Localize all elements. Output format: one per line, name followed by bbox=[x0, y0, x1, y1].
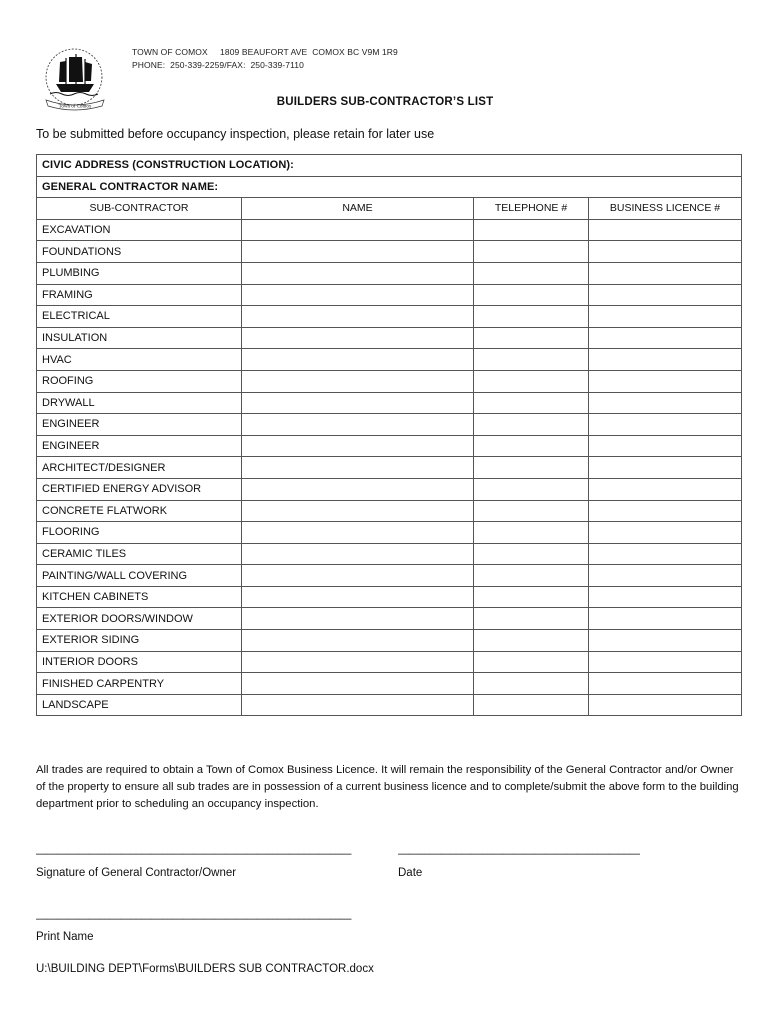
name-cell[interactable] bbox=[242, 694, 474, 716]
trade-label: ENGINEER bbox=[37, 435, 242, 457]
telephone-cell[interactable] bbox=[474, 694, 589, 716]
telephone-cell[interactable] bbox=[474, 478, 589, 500]
trade-label: INTERIOR DOORS bbox=[37, 651, 242, 673]
business-licence-cell[interactable] bbox=[589, 327, 742, 349]
logo-ribbon-text: Town of Comox bbox=[58, 104, 92, 110]
trade-label: CERAMIC TILES bbox=[37, 543, 242, 565]
telephone-cell[interactable] bbox=[474, 284, 589, 306]
trade-label: KITCHEN CABINETS bbox=[37, 586, 242, 608]
name-cell[interactable] bbox=[242, 565, 474, 587]
trade-label: PAINTING/WALL COVERING bbox=[37, 565, 242, 587]
file-path: U:\BUILDING DEPT\Forms\BUILDERS SUB CONTRACTOR.docx bbox=[36, 963, 374, 975]
column-header-business-licence: BUSINESS LICENCE # bbox=[589, 198, 742, 220]
date-label: Date bbox=[398, 867, 423, 879]
telephone-cell[interactable] bbox=[474, 327, 589, 349]
telephone-cell[interactable] bbox=[474, 565, 589, 587]
name-cell[interactable] bbox=[242, 500, 474, 522]
telephone-cell[interactable] bbox=[474, 241, 589, 263]
business-licence-cell[interactable] bbox=[589, 306, 742, 328]
general-contractor-row bbox=[37, 176, 742, 198]
signature-line[interactable]: —————————————————————————————— bbox=[36, 848, 351, 860]
name-cell[interactable] bbox=[242, 651, 474, 673]
table-row bbox=[37, 522, 742, 544]
print-name-line[interactable]: —————————————————————————————— bbox=[36, 913, 351, 925]
business-licence-cell[interactable] bbox=[589, 586, 742, 608]
column-header-telephone: TELEPHONE # bbox=[474, 198, 589, 220]
name-cell[interactable] bbox=[242, 608, 474, 630]
business-licence-cell[interactable] bbox=[589, 392, 742, 414]
trade-label: FOUNDATIONS bbox=[37, 241, 242, 263]
name-cell[interactable] bbox=[242, 414, 474, 436]
business-licence-cell[interactable] bbox=[589, 219, 742, 241]
general-contractor-field[interactable]: GENERAL CONTRACTOR NAME: bbox=[37, 176, 742, 198]
business-licence-cell[interactable] bbox=[589, 478, 742, 500]
trade-label: EXTERIOR DOORS/WINDOW bbox=[37, 608, 242, 630]
table-row bbox=[37, 543, 742, 565]
trade-label: ELECTRICAL bbox=[37, 306, 242, 328]
form-title: BUILDERS SUB-CONTRACTOR’S LIST bbox=[276, 96, 494, 108]
table-row bbox=[37, 500, 742, 522]
telephone-cell[interactable] bbox=[474, 457, 589, 479]
table-row bbox=[37, 478, 742, 500]
name-cell[interactable] bbox=[242, 392, 474, 414]
telephone-cell[interactable] bbox=[474, 435, 589, 457]
subcontractor-table bbox=[36, 154, 742, 716]
name-cell[interactable] bbox=[242, 284, 474, 306]
trade-label: PLUMBING bbox=[37, 262, 242, 284]
business-licence-cell[interactable] bbox=[589, 673, 742, 695]
trade-label: FINISHED CARPENTRY bbox=[37, 673, 242, 695]
telephone-cell[interactable] bbox=[474, 673, 589, 695]
column-header-row bbox=[37, 198, 742, 220]
telephone-cell[interactable] bbox=[474, 586, 589, 608]
table-row bbox=[37, 651, 742, 673]
table-row bbox=[37, 349, 742, 371]
civic-address-row bbox=[37, 155, 742, 177]
business-licence-cell[interactable] bbox=[589, 370, 742, 392]
name-cell[interactable] bbox=[242, 327, 474, 349]
business-licence-cell[interactable] bbox=[589, 241, 742, 263]
business-licence-cell[interactable] bbox=[589, 262, 742, 284]
business-licence-cell[interactable] bbox=[589, 565, 742, 587]
telephone-cell[interactable] bbox=[474, 392, 589, 414]
business-licence-cell[interactable] bbox=[589, 284, 742, 306]
table-row bbox=[37, 630, 742, 652]
header-address: TOWN OF COMOX 1809 BEAUFORT AVE COMOX BC V9M 1R9 bbox=[132, 47, 398, 57]
table-row bbox=[37, 694, 742, 716]
telephone-cell[interactable] bbox=[474, 522, 589, 544]
business-licence-cell[interactable] bbox=[589, 414, 742, 436]
table-row bbox=[37, 306, 742, 328]
table-row bbox=[37, 262, 742, 284]
table-row bbox=[37, 673, 742, 695]
trade-label: LANDSCAPE bbox=[37, 694, 242, 716]
business-licence-cell[interactable] bbox=[589, 694, 742, 716]
trade-label: HVAC bbox=[37, 349, 242, 371]
business-licence-cell[interactable] bbox=[589, 457, 742, 479]
name-cell[interactable] bbox=[242, 435, 474, 457]
business-licence-cell[interactable] bbox=[589, 630, 742, 652]
name-cell[interactable] bbox=[242, 630, 474, 652]
telephone-cell[interactable] bbox=[474, 543, 589, 565]
telephone-cell[interactable] bbox=[474, 349, 589, 371]
business-licence-cell[interactable] bbox=[589, 500, 742, 522]
table-row bbox=[37, 586, 742, 608]
telephone-cell[interactable] bbox=[474, 630, 589, 652]
name-cell[interactable] bbox=[242, 306, 474, 328]
name-cell[interactable] bbox=[242, 478, 474, 500]
trade-label: ENGINEER bbox=[37, 414, 242, 436]
trade-label: DRYWALL bbox=[37, 392, 242, 414]
table-row bbox=[37, 435, 742, 457]
trade-label: ROOFING bbox=[37, 370, 242, 392]
trade-label: CERTIFIED ENERGY ADVISOR bbox=[37, 478, 242, 500]
trade-label: CONCRETE FLATWORK bbox=[37, 500, 242, 522]
business-licence-cell[interactable] bbox=[589, 435, 742, 457]
trade-label: EXTERIOR SIDING bbox=[37, 630, 242, 652]
telephone-cell[interactable] bbox=[474, 414, 589, 436]
name-cell[interactable] bbox=[242, 349, 474, 371]
table-row bbox=[37, 241, 742, 263]
name-cell[interactable] bbox=[242, 522, 474, 544]
column-header-subcontractor: SUB-CONTRACTOR bbox=[37, 198, 242, 220]
name-cell[interactable] bbox=[242, 457, 474, 479]
civic-address-field[interactable]: CIVIC ADDRESS (CONSTRUCTION LOCATION): bbox=[37, 155, 742, 177]
table-row bbox=[37, 392, 742, 414]
telephone-cell[interactable] bbox=[474, 219, 589, 241]
trade-label: EXCAVATION bbox=[37, 219, 242, 241]
business-licence-cell[interactable] bbox=[589, 608, 742, 630]
name-cell[interactable] bbox=[242, 673, 474, 695]
table-row bbox=[37, 565, 742, 587]
column-header-name: NAME bbox=[242, 198, 474, 220]
form-intro: To be submitted before occupancy inspection, please retain for later use bbox=[36, 127, 435, 141]
name-cell[interactable] bbox=[242, 219, 474, 241]
licence-requirement-note: All trades are required to obtain a Town of Comox Business Licence. It will remain the responsibility of the General Contractor and/or Owner of the property to ensure all sub trades are in possession of a current business licence and to complete/submit the above form to the building department prior to scheduling an occupancy inspection. bbox=[36, 764, 739, 810]
name-cell[interactable] bbox=[242, 543, 474, 565]
table-row bbox=[37, 327, 742, 349]
name-cell[interactable] bbox=[242, 586, 474, 608]
table-row bbox=[37, 370, 742, 392]
print-name-label: Print Name bbox=[36, 931, 94, 943]
table-row bbox=[37, 457, 742, 479]
business-licence-cell[interactable] bbox=[589, 522, 742, 544]
telephone-cell[interactable] bbox=[474, 262, 589, 284]
business-licence-cell[interactable] bbox=[589, 651, 742, 673]
signature-label: Signature of General Contractor/Owner bbox=[36, 867, 237, 879]
date-line[interactable]: ——————————————————————— bbox=[398, 848, 640, 860]
telephone-cell[interactable] bbox=[474, 608, 589, 630]
name-cell[interactable] bbox=[242, 262, 474, 284]
table-row bbox=[37, 608, 742, 630]
telephone-cell[interactable] bbox=[474, 370, 589, 392]
business-licence-cell[interactable] bbox=[589, 349, 742, 371]
header-phone: PHONE: 250-339-2259/FAX: 250-339-7110 bbox=[132, 60, 304, 70]
name-cell[interactable] bbox=[242, 241, 474, 263]
business-licence-cell[interactable] bbox=[589, 543, 742, 565]
table-row bbox=[37, 414, 742, 436]
telephone-cell[interactable] bbox=[474, 306, 589, 328]
table-row bbox=[37, 284, 742, 306]
telephone-cell[interactable] bbox=[474, 500, 589, 522]
telephone-cell[interactable] bbox=[474, 651, 589, 673]
name-cell[interactable] bbox=[242, 370, 474, 392]
trade-label: INSULATION bbox=[37, 327, 242, 349]
trade-label: FLOORING bbox=[37, 522, 242, 544]
trade-label: ARCHITECT/DESIGNER bbox=[37, 457, 242, 479]
trade-label: FRAMING bbox=[37, 284, 242, 306]
table-row bbox=[37, 219, 742, 241]
